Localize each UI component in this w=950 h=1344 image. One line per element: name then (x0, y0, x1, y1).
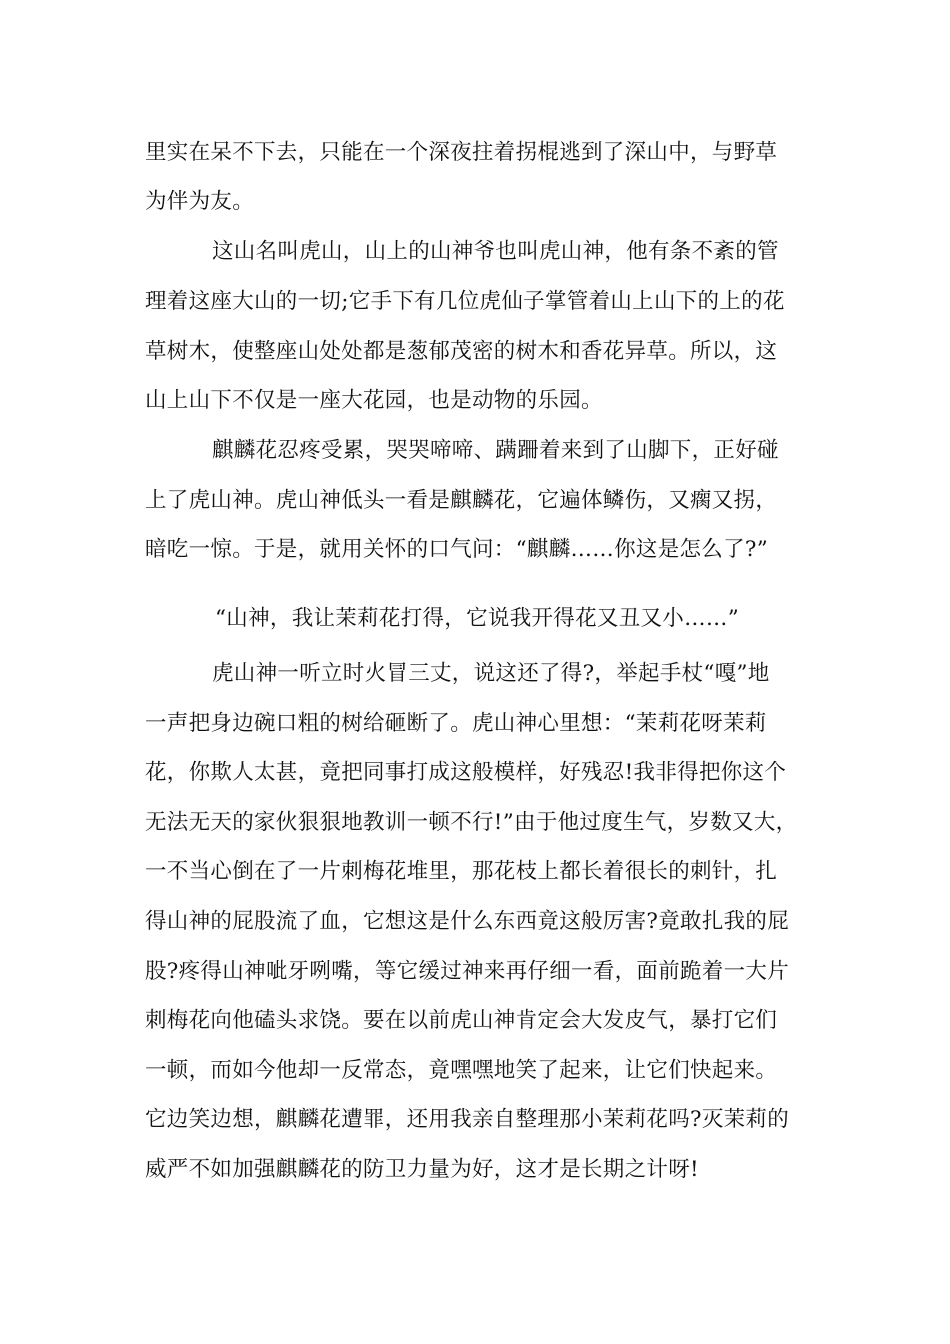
text-line: 刺梅花向他磕头求饶。要在以前虎山神肯定会大发皮气，暴打它们 (145, 1008, 778, 1033)
text-line: 无法无天的家伙狠狠地教训一顿不行!”由于他过度生气，岁数又大， (145, 810, 798, 835)
text-line: 上了虎山神。虎山神低头一看是麒麟花，它遍体鳞伤，又瘸又拐， (145, 488, 778, 513)
text-line: 股?疼得山神呲牙咧嘴，等它缓过神来再仔细一看，面前跪着一大片 (145, 959, 790, 984)
text-line: 一不当心倒在了一片刺梅花堆里，那花枝上都长着很长的刺针，扎 (145, 859, 778, 884)
text-line: 花，你欺人太甚，竟把同事打成这般模样，好残忍!我非得把你这个 (145, 760, 787, 785)
text-line: 一声把身边碗口粗的树给砸断了。虎山神心里想：“茉莉花呀茉莉 (145, 711, 767, 736)
text-line: 山上山下不仅是一座大花园，也是动物的乐园。 (145, 388, 603, 413)
text-line: 为伴为友。 (145, 189, 255, 214)
text-line: 得山神的屁股流了血，它想这是什么东西竟这般厉害?竟敢扎我的屁 (145, 909, 790, 934)
paragraph-first-line: 虎山神一听立时火冒三丈，说这还了得?，举起手杖“嘎”地 (212, 661, 770, 686)
text-line: 理着这座大山的一切;它手下有几位虎仙子掌管着山上山下的上的花 (145, 289, 785, 314)
text-line: 暗吃一惊。于是，就用关怀的口气问：“麒麟……你这是怎么了?” (145, 537, 769, 562)
dialogue-line: “山神，我让茉莉花打得，它说我开得花又丑又小……” (215, 606, 739, 631)
text-line: 威严不如加强麒麟花的防卫力量为好，这才是长期之计呀! (145, 1157, 699, 1182)
text-line: 里实在呆不下去，只能在一个深夜拄着拐棍逃到了深山中，与野草 (145, 140, 778, 165)
text-line: 草树木，使整座山处处都是葱郁茂密的树木和香花异草。所以，这 (145, 339, 778, 364)
paragraph-first-line: 麒麟花忍疼受累，哭哭啼啼、蹒跚着来到了山脚下，正好碰 (212, 438, 779, 463)
paragraph-first-line: 这山名叫虎山，山上的山神爷也叫虎山神，他有条不紊的管 (212, 239, 779, 264)
text-line: 它边笑边想，麒麟花遭罪，还用我亲自整理那小茉莉花吗?灭茉莉的 (145, 1107, 790, 1132)
text-line: 一顿，而如今他却一反常态，竟嘿嘿地笑了起来，让它们快起来。 (145, 1058, 778, 1083)
